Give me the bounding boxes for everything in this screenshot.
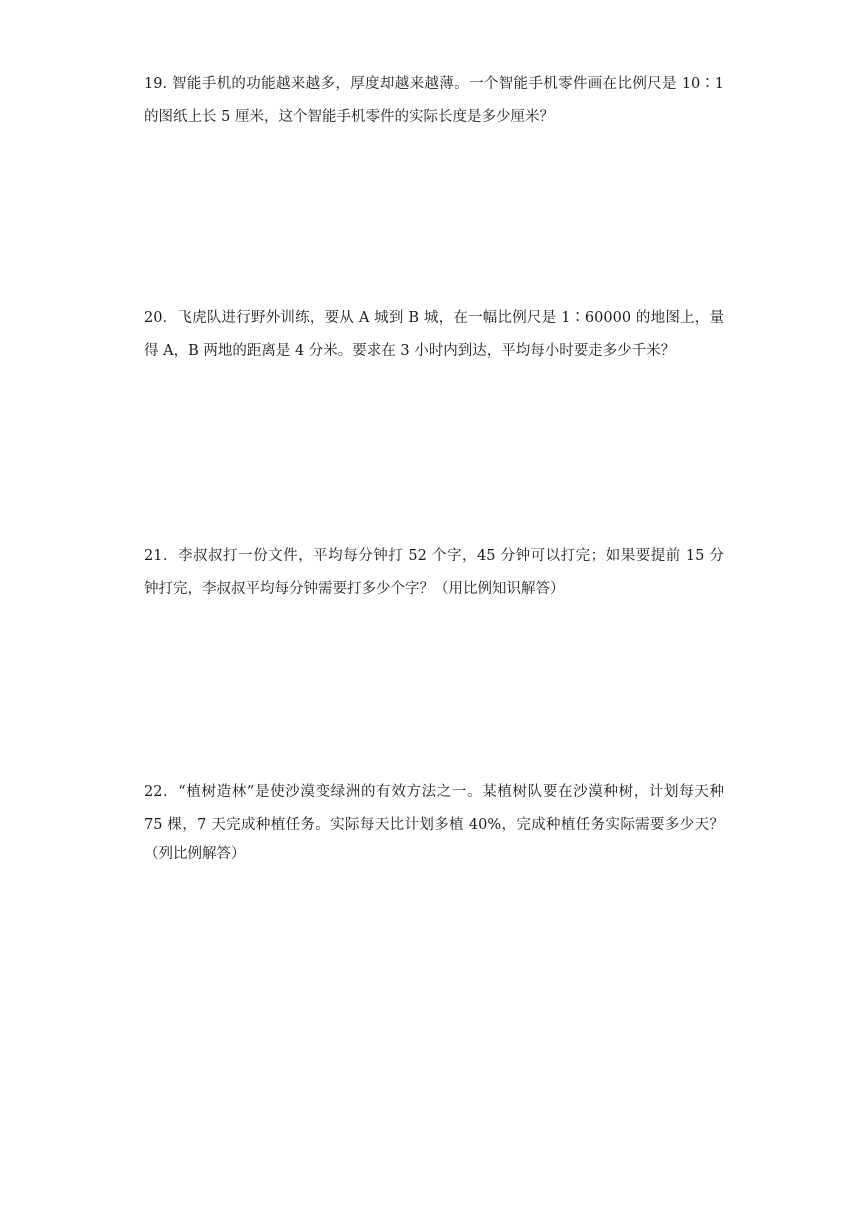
question-21-line-1: 21．李叔叔打一份文件，平均每分钟打 52 个字，45 分钟可以打完；如果要提前 15 分: [144, 548, 724, 564]
question-19: [144, 68, 724, 134]
question-22-line-1: 22．“植树造林”是使沙漠变绿洲的有效方法之一。某植树队要在沙漠种树，计划每天种: [144, 784, 724, 800]
question-21: [144, 540, 724, 606]
question-20-line-1: 20．飞虎队进行野外训练，要从 A 城到 B 城，在一幅比例尺是 1∶60000 的地图上，量: [144, 310, 724, 326]
question-19-line-1: 19. 智能手机的功能越来越多，厚度却越来越薄。一个智能手机零件画在比例尺是 10∶1: [144, 76, 724, 92]
question-21-line-2: 钟打完，李叔叔平均每分钟需要打多少个字？（用比例知识解答）: [144, 581, 565, 597]
question-22-line-3: （列比例解答）: [144, 846, 246, 862]
question-19-line-2: 的图纸上长 5 厘米，这个智能手机零件的实际长度是多少厘米？: [144, 109, 554, 125]
question-20: [144, 302, 724, 368]
question-22: [144, 776, 724, 866]
question-20-line-2: 得 A，B 两地的距离是 4 分米。要求在 3 小时内到达，平均每小时要走多少千米？: [144, 343, 676, 359]
question-22-line-2: 75 棵，7 天完成种植任务。实际每天比计划多植 40%，完成种植任务实际需要多少天？: [144, 817, 724, 833]
